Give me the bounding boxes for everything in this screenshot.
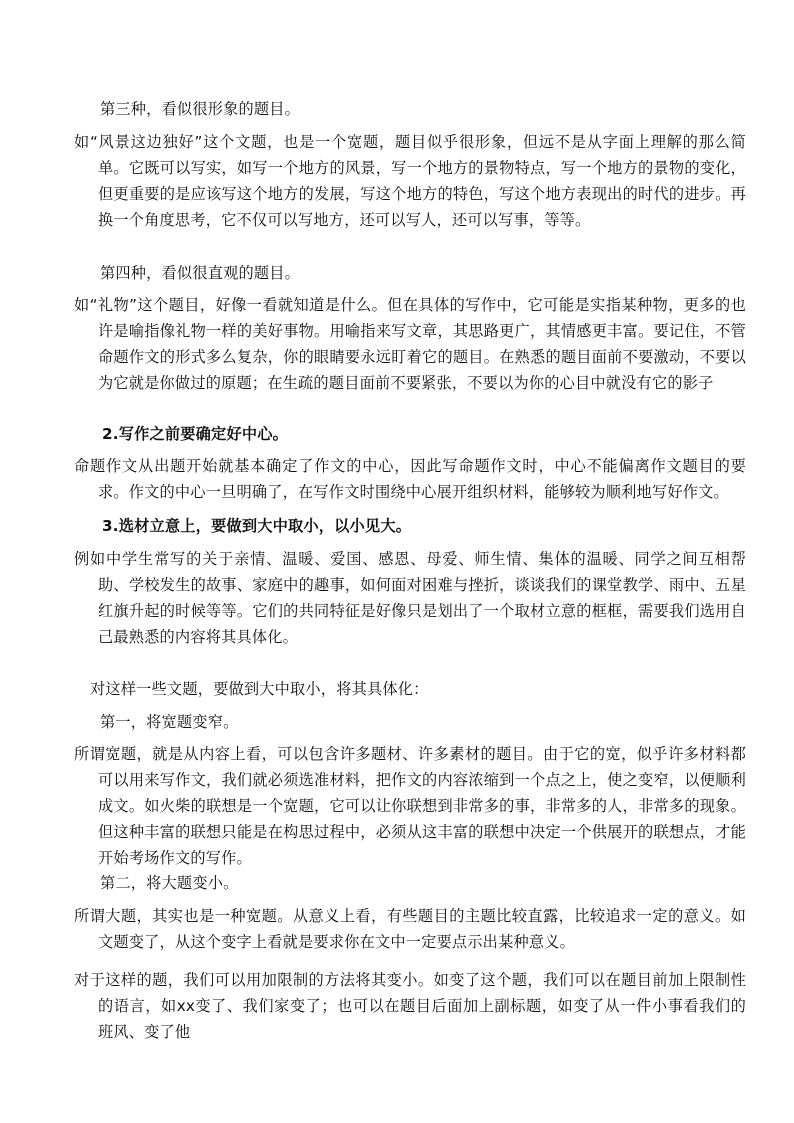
paragraph-restriction-method: 对于这样的题，我们可以用加限制的方法将其变小。如变了这个题，我们可以在题目前加上限制性的语言，如xx变了、我们家变了；也可以在题目后面加上副标题，如变了从一件小事看我们的班风、变了他 [74, 971, 746, 1041]
paragraph-heading-third-type: 第三种，看似很形象的题目。 [100, 100, 301, 118]
paragraph-for-these-titles: 对这样一些文题，要做到大中取小，将其具体化： [90, 680, 429, 698]
paragraph-heading-first: 第一，将宽题变窄。 [100, 713, 239, 731]
paragraph-examples: 例如中学生常写的关于亲情、温暖、爱国、感恩、母爱、师生情、集体的温暖、同学之间互相帮助、学校发生的故事、家庭中的趣事，如何面对困难与挫折，谈谈我们的课堂教学、雨中、五星红旗升起的时候等等。它们的共同特征是好像只是划出了一个取材立意的框框，需要我们选用自己最熟悉的内容将其具体化。 [74, 550, 746, 646]
paragraph-gift-example: 如“礼物”这个题目，好像一看就知道是什么。但在具体的写作中，它可能是实指某种物，更多的也许是喻指像礼物一样的美好事物。用喻指来写文章，其思路更广，其情感更丰富。要记住，不管命题作文的形式多么复杂，你的眼睛要永远盯着它的题目。在熟悉的题目面前不要激动，不要以为它就是你做过的原题；在生疏的题目面前不要紧张，不要以为你的心目中就没有它的影子 [74, 296, 746, 392]
paragraph-big-title: 所谓大题，其实也是一种宽题。从意义上看，有些题目的主题比较直露，比较追求一定的意义。如文题变了，从这个变字上看就是要求你在文中一定要点示出某种意义。 [74, 907, 746, 951]
paragraph-scenery-example: 如“风景这边独好”这个文题，也是一个宽题，题目似乎很形象，但远不是从字面上理解的那么简单。它既可以写实，如写一个地方的风景，写一个地方的景物特点，写一个地方的景物的变化，但更重要的是应该写这个地方的发展，写这个地方的特色，写这个地方表现出的时代的进步。再换一个角度思考，它不仅可以写地方，还可以写人，还可以写事，等等。 [74, 133, 746, 229]
subheading-define-center: 2.写作之前要确定好中心。 [102, 425, 288, 443]
paragraph-wide-title: 所谓宽题，就是从内容上看，可以包含许多题材、许多素材的题目。由于它的宽，似乎许多材料都可以用来写作文，我们就必须选准材料，把作文的内容浓缩到一个点之上，使之变窄，以便顺利成文。如火柴的联想是一个宽题，它可以让你联想到非常多的事，非常多的人，非常多的现象。但这种丰富的联想只能是在构思过程中，必须从这丰富的联想中决定一个供展开的联想点，才能开始考场作文的写作。 [74, 745, 746, 867]
paragraph-center: 命题作文从出题开始就基本确定了作文的中心，因此写命题作文时，中心不能偏离作文题目的要求。作文的中心一旦明确了，在写作文时围绕中心展开组织材料，能够较为顺利地写好作文。 [74, 457, 746, 501]
subheading-select-material: 3.选材立意上，要做到大中取小，以小见大。 [102, 517, 412, 535]
paragraph-heading-fourth-type: 第四种，看似很直观的题目。 [100, 264, 301, 282]
paragraph-heading-second: 第二，将大题变小。 [100, 874, 239, 892]
